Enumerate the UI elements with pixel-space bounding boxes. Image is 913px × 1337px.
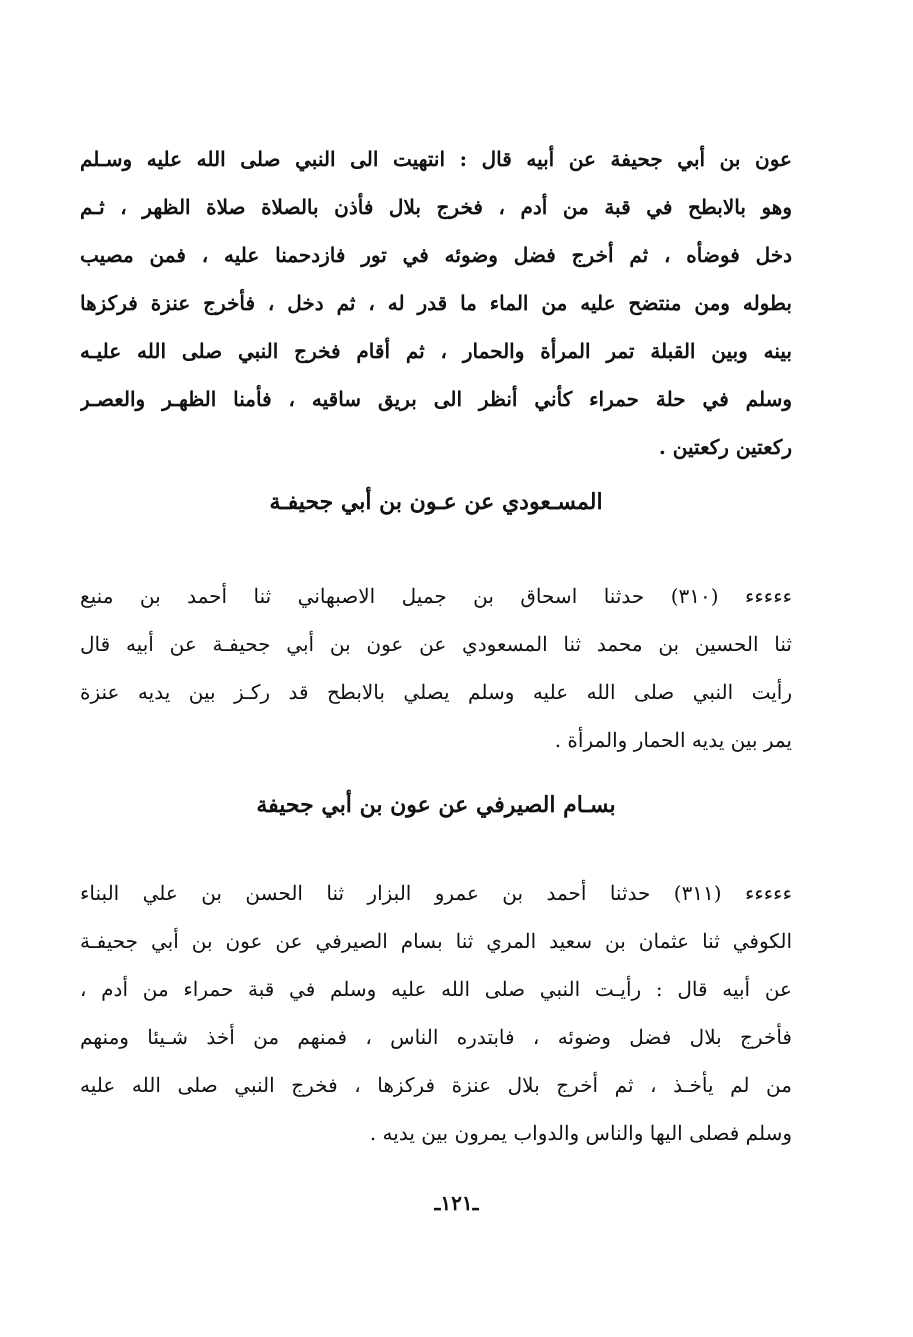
text-line: عن أبيه قال : رأيـت النبي صلى الله عليه وسلم في قبة حمراء من أدم ، <box>80 977 792 1001</box>
passage-1 <box>80 135 792 471</box>
text-line: الكوفي ثنا عثمان بن سعيد المري ثنا بسام الصيرفي عن عون بن أبي جحيفـة <box>80 929 792 953</box>
text-line: يمر بين يديه الحمار والمرأة . <box>554 728 792 752</box>
text-line: رأيت النبي صلى الله عليه وسلم يصلي بالابطح قد ركـز بين يديه عنزة <box>80 680 792 704</box>
text-line: ءءءءء (٣١١) حدثنا أحمد بن عمرو البزار ثنا الحسن بن علي البناء <box>80 881 792 905</box>
text-line: ثنا الحسين بن محمد ثنا المسعودي عن عون بن أبي جحيفـة عن أبيه قال <box>80 632 792 656</box>
text-line: ءءءءء (٣١٠) حدثنا اسحاق بن جميل الاصبهاني ثنا أحمد بن منيع <box>80 584 792 608</box>
text-line: بينه وبين القبلة تمر المرأة والحمار ، ثم أقام فخرج النبي صلى الله عليـه <box>80 339 792 363</box>
hadith-310 <box>80 572 792 764</box>
section-heading: بسـام الصيرفي عن عون بن أبي جحيفة <box>256 792 616 818</box>
page-number: ـ١٢١ـ <box>434 1191 479 1215</box>
text-line: دخل فوضأه ، ثم أخرج فضل وضوئه في تور فازدحمنا عليه ، فمن مصيب <box>80 243 792 267</box>
text-line: ركعتين ركعتين . <box>658 435 792 459</box>
text-line: من لم يأخـذ ، ثم أخرج بلال عنزة فركزها ، فخرج النبي صلى الله عليه <box>80 1073 792 1097</box>
text-line: بطوله ومن منتضح عليه من الماء ما قدر له ، ثم دخل ، فأخرج عنزة فركزها <box>80 291 792 315</box>
text-line: فأخرج بلال فضل وضوئه ، فابتدره الناس ، فمنهم من أخذ شـيئا ومنهم <box>80 1025 792 1049</box>
text-line: وسلم فصلى اليها والناس والدواب يمرون بين يديه . <box>369 1121 792 1145</box>
text-line: وسلم في حلة حمراء كأني أنظر الى بريق ساقيه ، فأمنا الظهـر والعصـر <box>80 387 792 411</box>
text-line: عون بن أبي جحيفة عن أبيه قال : انتهيت الى النبي صلى الله عليه وسـلم <box>80 147 792 171</box>
section-heading: المسـعودي عن عـون بن أبي جحيفـة <box>269 489 603 515</box>
hadith-311 <box>80 869 792 1157</box>
text-line: وهو بالابطح في قبة من أدم ، فخرج بلال فأذن بالصلاة صلاة الظهر ، ثـم <box>80 195 792 219</box>
